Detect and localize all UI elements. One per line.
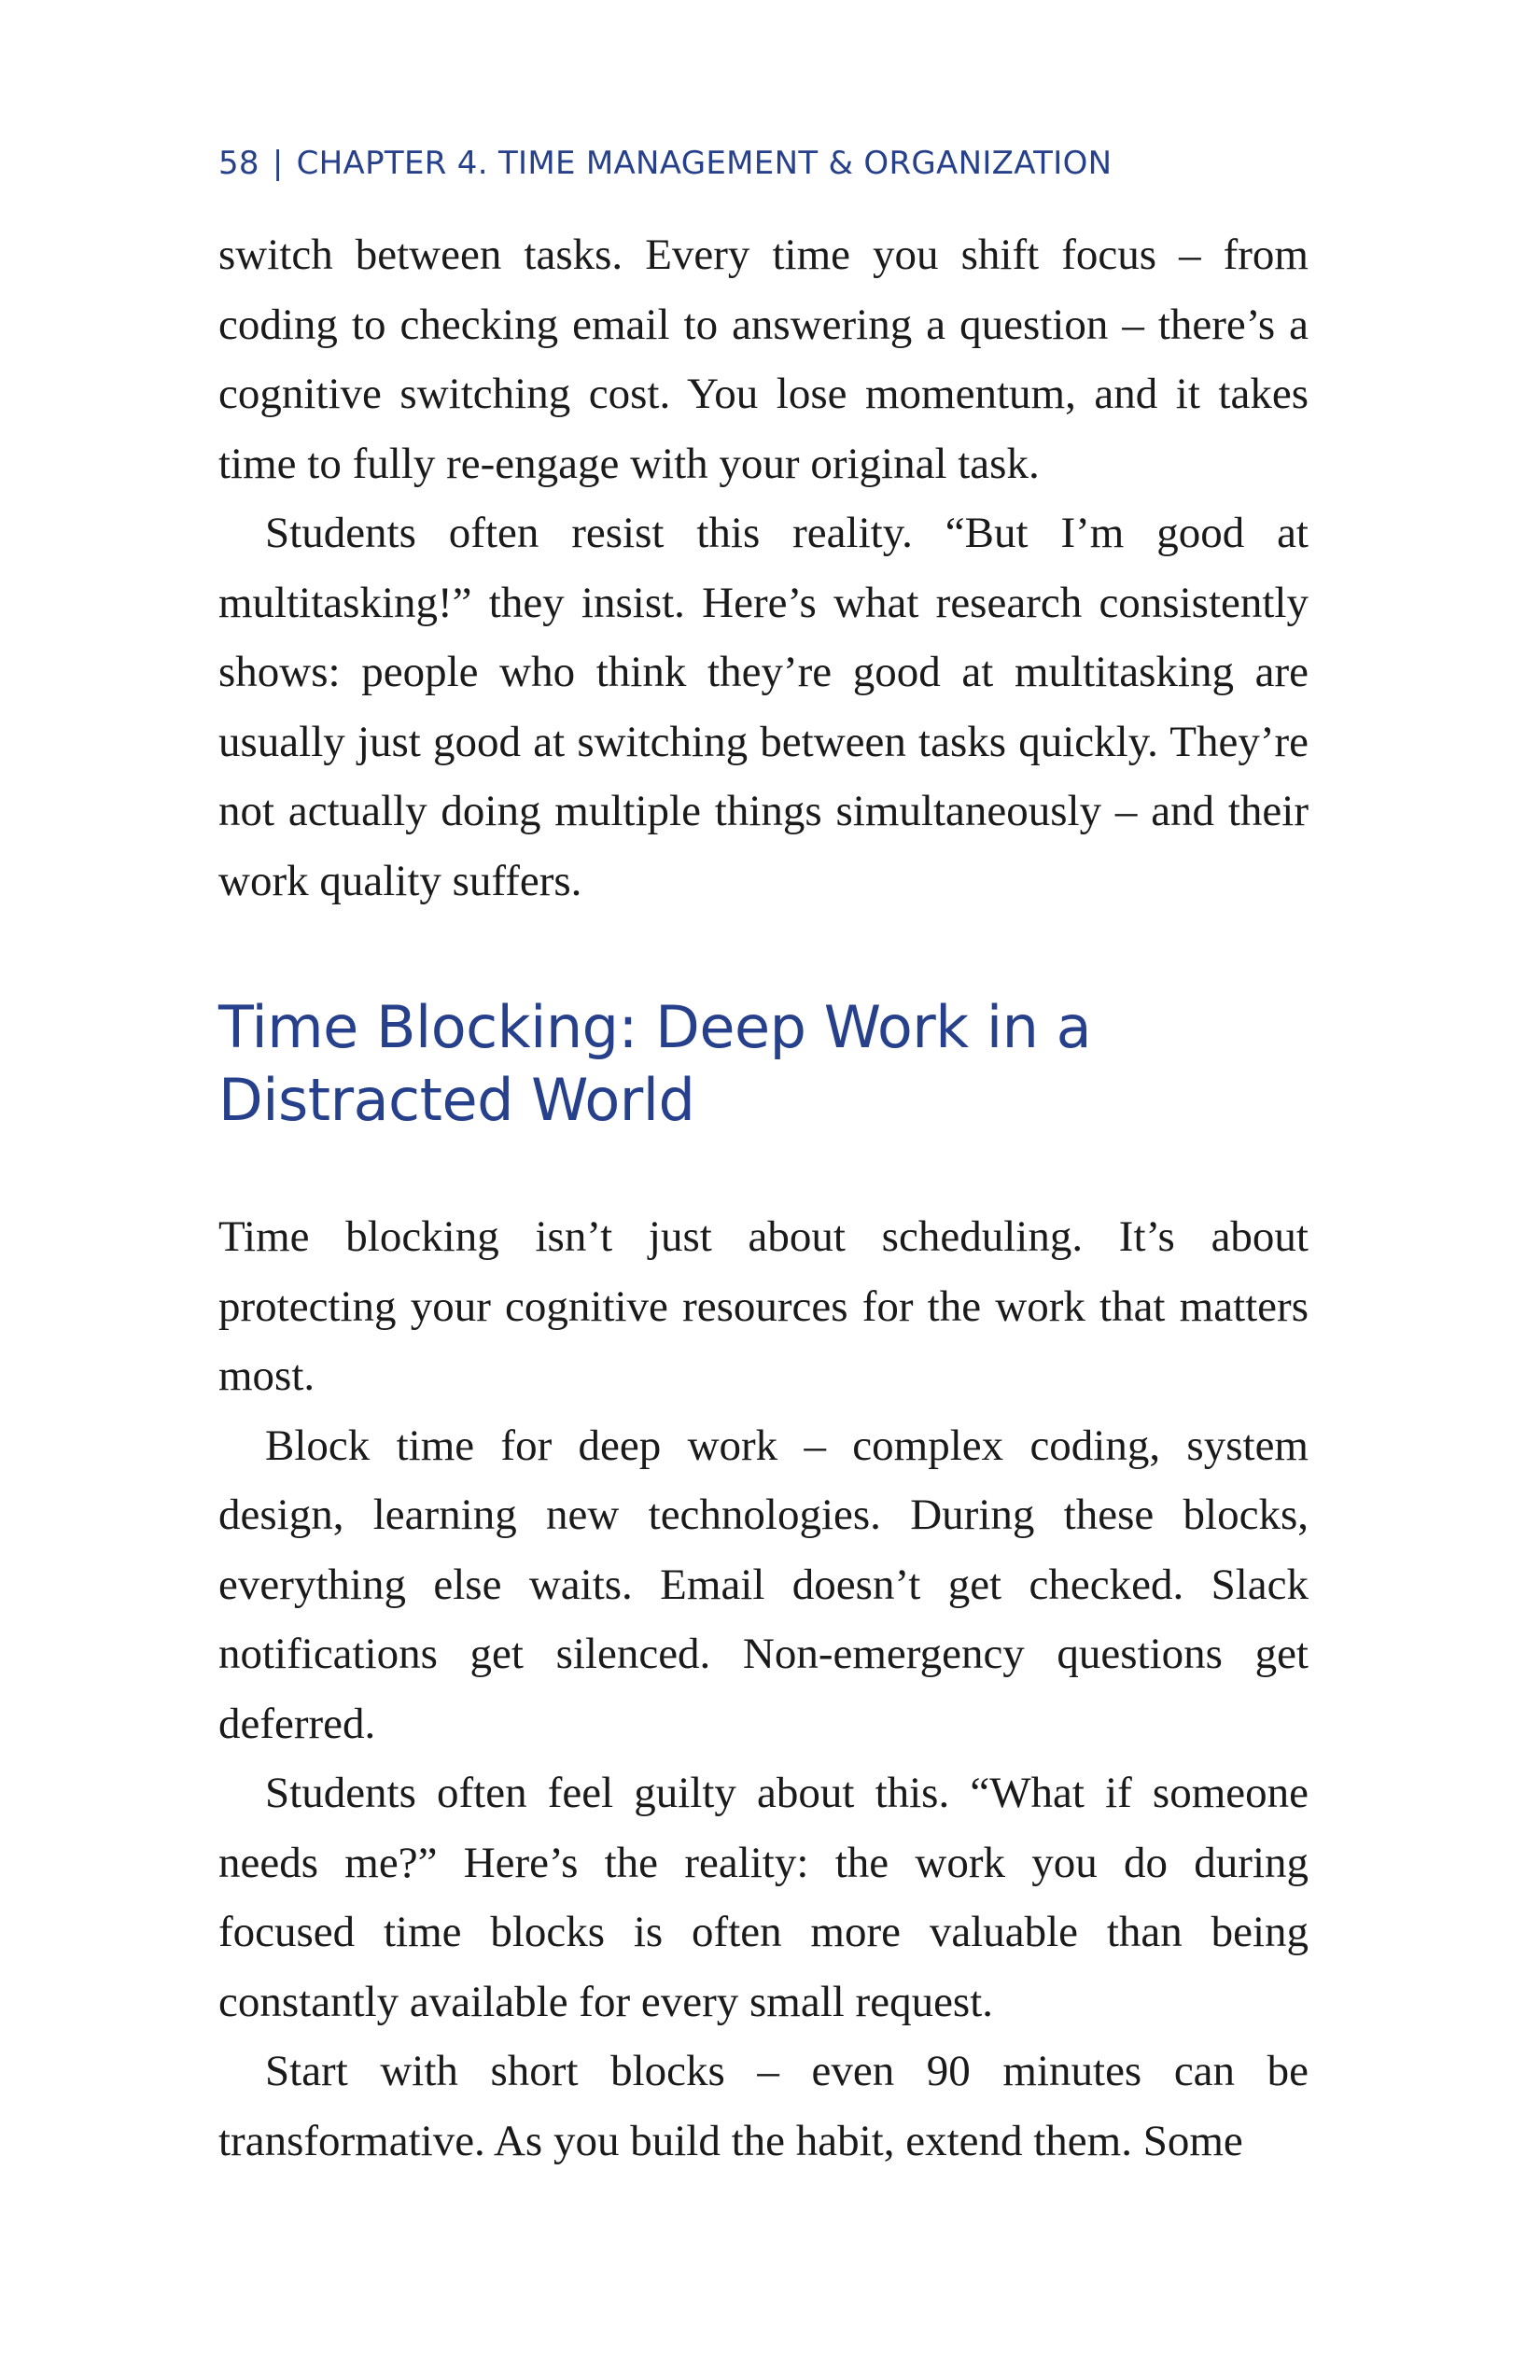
- paragraph-intro: Time blocking isn’t just about scheduling. It’s about protecting your cognitive resources for the work that matters most.: [218, 1212, 1309, 1400]
- paragraph-short-blocks: Start with short blocks – even 90 minutes can be transformative. As you build the habit, extend them. Some: [218, 2047, 1309, 2165]
- chapter-title: CHAPTER 4. TIME MANAGEMENT & ORGANIZATION: [296, 145, 1113, 182]
- paragraph-guilt: Students often feel guilty about this. “What if someone needs me?” Here’s the reality: the work you do during focused time blocks is often more valuable than being constantly available for every small request.: [218, 1769, 1309, 2026]
- body-text-section-two: [218, 1202, 1309, 2176]
- running-header: [218, 144, 1112, 183]
- header-separator: |: [272, 145, 284, 182]
- paragraph-deep-work: Block time for deep work – complex coding, system design, learning new technologies. During these blocks, everything else waits. Email doesn’t get checked. Slack notifications get silenced. Non-emergency questions get deferred.: [218, 1421, 1309, 1748]
- paragraph-continuation: switch between tasks. Every time you shift focus – from coding to checking email to answering a question – there’s a cognitive switching cost. You lose momentum, and it takes time to fully re-engage with your original task.: [218, 231, 1309, 488]
- body-text-section-one: [218, 220, 1309, 916]
- paragraph-multitasking: Students often resist this reality. “But I’m good at multitasking!” they insist. Here’s what research consistently shows: people who think they’re good at multitasking are usually just good at switching between tasks quickly. They’re not actually doing multiple things simultaneously – and their work quality suffers.: [218, 509, 1309, 905]
- page-number: 58: [218, 145, 259, 182]
- section-heading: Time Blocking: Deep Work in a Distracted World: [218, 993, 1092, 1134]
